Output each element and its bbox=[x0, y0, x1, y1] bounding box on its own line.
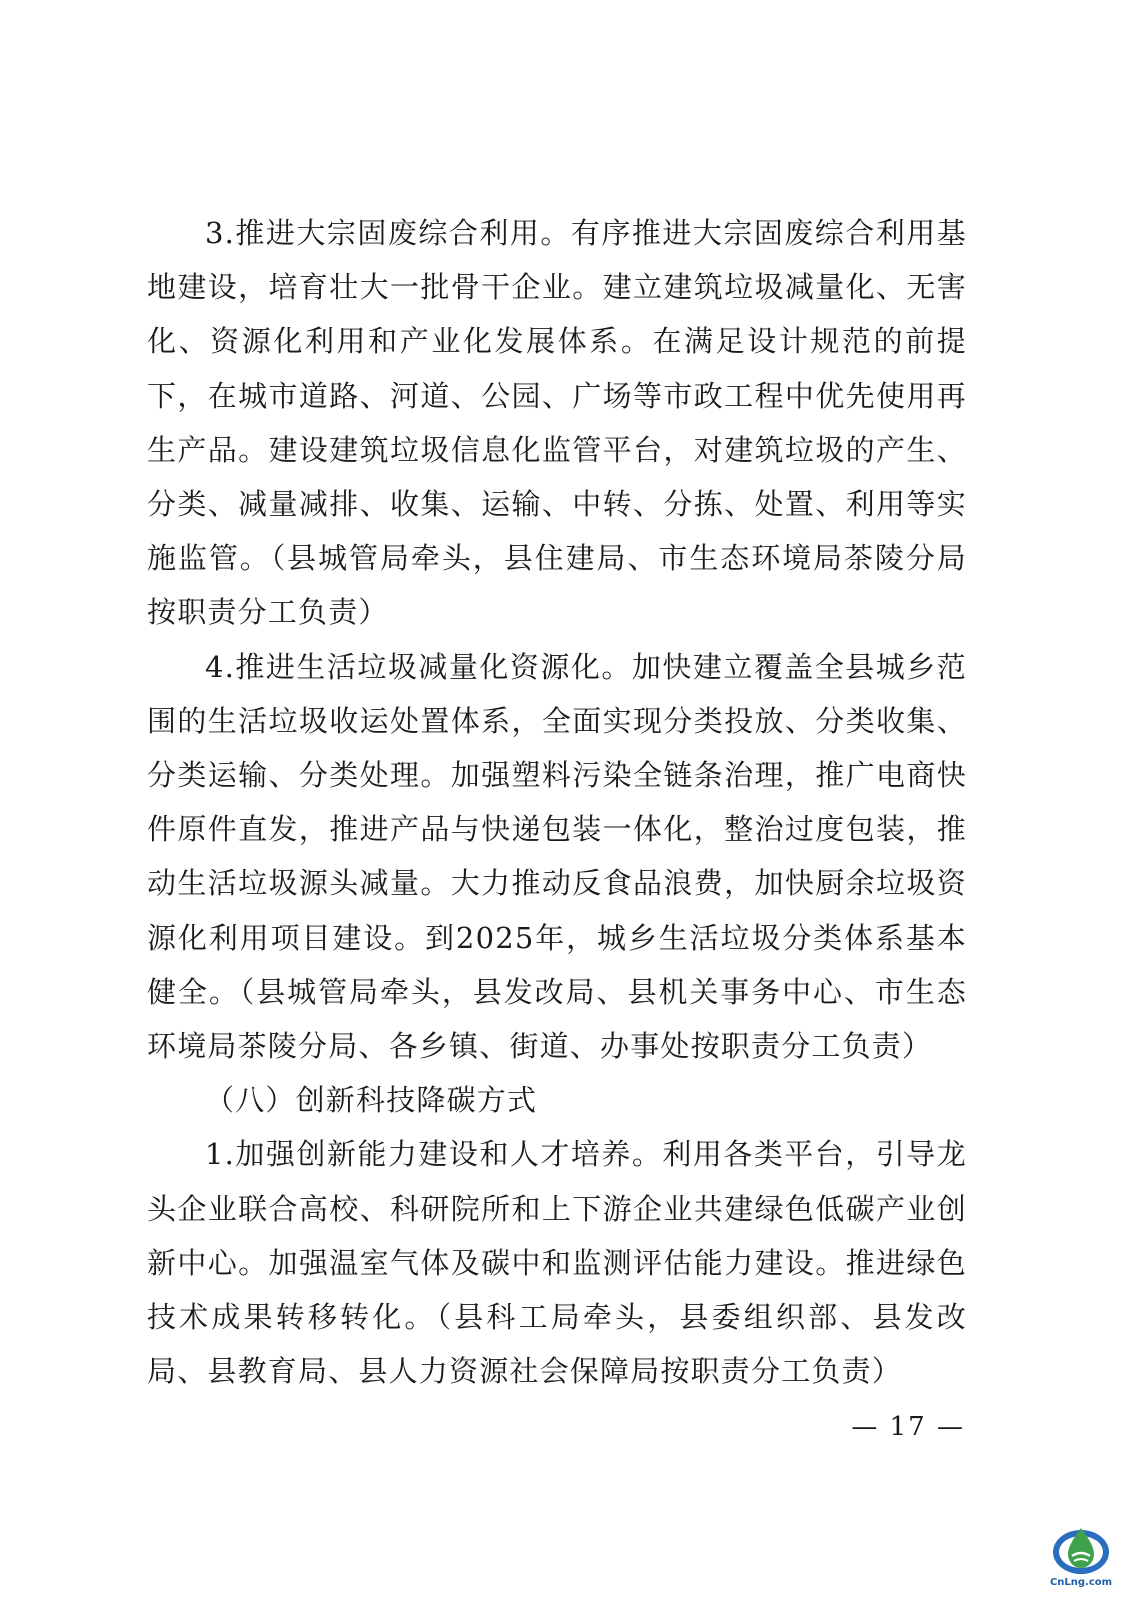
document-body bbox=[147, 206, 967, 1398]
page-number: — 17 — bbox=[851, 1412, 965, 1442]
watermark-text: CnLng.com bbox=[1049, 1577, 1113, 1588]
paragraph-household-waste-reduction: 4.推进生活垃圾减量化资源化。加快建立覆盖全县城乡范围的生活垃圾收运处置体系，全面实现分类投放、分类收集、分类运输、分类处理。加强塑料污染全链条治理，推广电商快件原件直发，推进产品与快递包装一体化，整治过度包装，推动生活垃圾源头减量。大力推动反食品浪费，加快厨余垃圾资源化利用项目建设。到2025年，城乡生活垃圾分类体系基本健全。（县城管局牵头，县发改局、县机关事务中心、市生态环境局茶陵分局、各乡镇、街道、办事处按职责分工负责） bbox=[147, 649, 967, 1064]
droplet-logo-icon bbox=[1046, 1520, 1116, 1578]
paragraph-innovation-capacity: 1.加强创新能力建设和人才培养。利用各类平台，引导龙头企业联合高校、科研院所和上下游企业共建绿色低碳产业创新中心。加强温室气体及碳中和监测评估能力建设。推进绿色技术成果转移转化。（县科工局牵头，县委组织部、县发改局、县教育局、县人力资源社会保障局按职责分工负责） bbox=[147, 1137, 967, 1389]
paragraph-solid-waste-utilization: 3.推进大宗固废综合利用。有序推进大宗固废综合利用基地建设，培育壮大一批骨干企业。建立建筑垃圾减量化、无害化、资源化利用和产业化发展体系。在满足设计规范的前提下，在城市道路、河道、公园、广场等市政工程中优先使用再生产品。建设建筑垃圾信息化监管平台，对建筑垃圾的产生、分类、减量减排、收集、运输、中转、分拣、处置、利用等实施监管。（县城管局牵头，县住建局、市生态环境局茶陵分局按职责分工负责） bbox=[147, 216, 967, 630]
site-logo-watermark bbox=[1046, 1520, 1116, 1590]
section-heading: （八）创新科技降碳方式 bbox=[205, 1083, 538, 1118]
